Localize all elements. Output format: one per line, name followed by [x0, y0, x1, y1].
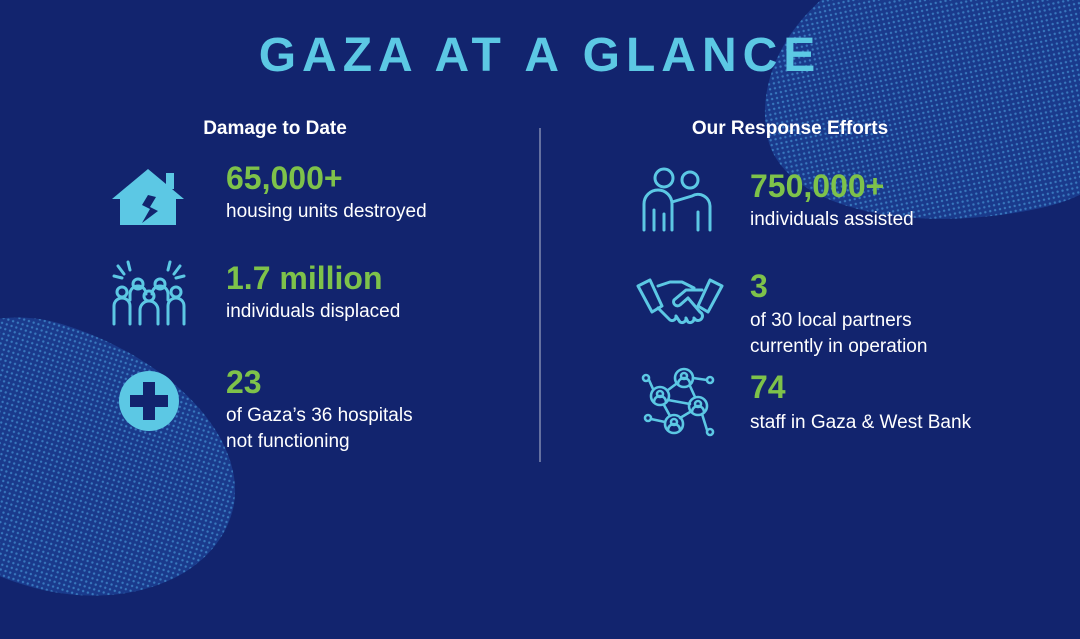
- stat-value: 65,000+: [226, 160, 343, 196]
- stat-description: individuals assisted: [750, 209, 914, 230]
- crowd-icon: [108, 260, 190, 326]
- stat-description: of Gaza’s 36 hospitals: [226, 405, 413, 426]
- stat-value: 74: [750, 369, 786, 405]
- column-divider: [539, 128, 541, 462]
- stat-value: 3: [750, 268, 768, 304]
- stat-description-line2: currently in operation: [750, 336, 928, 357]
- stat-value: 750,000+: [750, 168, 885, 204]
- handshake-icon: [636, 272, 724, 334]
- left-column-heading: Damage to Date: [203, 118, 347, 139]
- stat-description: housing units destroyed: [226, 201, 427, 222]
- stat-description: individuals displaced: [226, 301, 401, 322]
- stat-description: staff in Gaza & West Bank: [750, 412, 972, 433]
- page-title: GAZA AT A GLANCE: [258, 29, 822, 82]
- stat-description-line2: not functioning: [226, 431, 350, 452]
- stat-value: 23: [226, 364, 262, 400]
- staff-network-icon: [640, 366, 716, 440]
- stat-value: 1.7 million: [226, 260, 383, 296]
- decorative-dot-pattern: [0, 281, 271, 639]
- people-support-icon: [636, 166, 716, 232]
- stat-description: of 30 local partners: [750, 310, 912, 331]
- damaged-house-icon: [108, 165, 188, 227]
- right-column-heading: Our Response Efforts: [691, 118, 889, 139]
- medical-cross-icon: [118, 370, 180, 432]
